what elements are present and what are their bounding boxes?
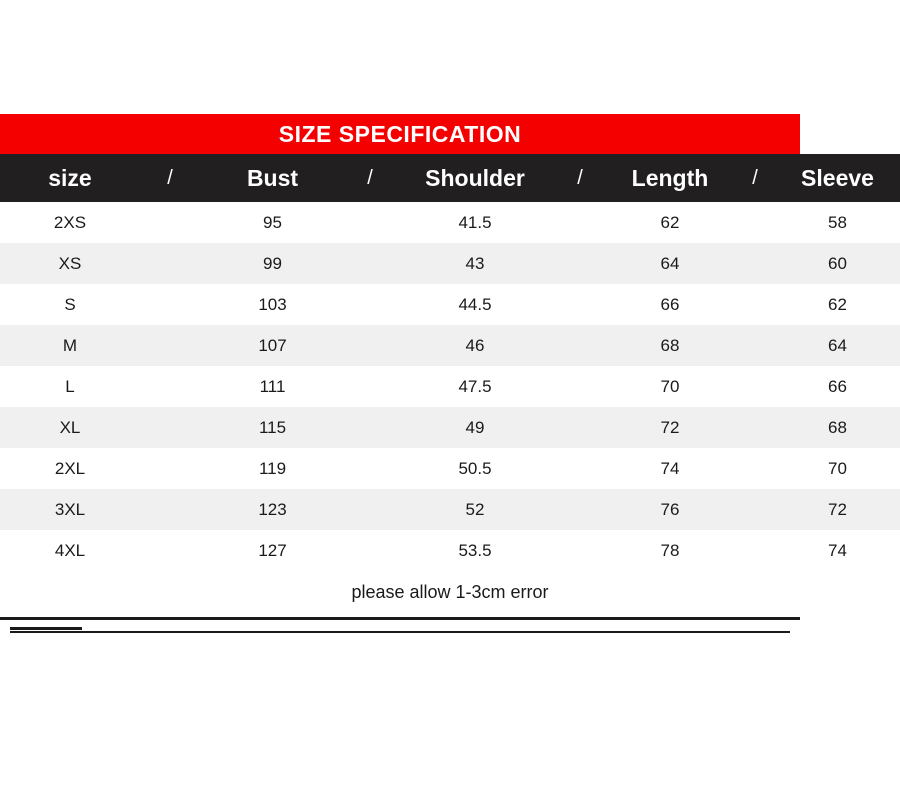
cell-separator — [345, 407, 395, 448]
cell-separator — [735, 202, 775, 243]
cell-separator — [140, 325, 200, 366]
cell-separator — [555, 325, 605, 366]
cell-shoulder: 52 — [395, 489, 555, 530]
cell-shoulder: 47.5 — [395, 366, 555, 407]
cell-separator — [345, 489, 395, 530]
cell-separator — [140, 243, 200, 284]
column-header-separator-1: / — [140, 154, 200, 202]
cell-separator — [735, 448, 775, 489]
cell-length: 76 — [605, 489, 735, 530]
column-header-size: size — [0, 154, 140, 202]
cell-sleeve: 68 — [775, 407, 900, 448]
cell-shoulder: 44.5 — [395, 284, 555, 325]
cell-separator — [555, 284, 605, 325]
cell-length: 74 — [605, 448, 735, 489]
cell-length: 66 — [605, 284, 735, 325]
cell-size: L — [0, 366, 140, 407]
cell-separator — [735, 325, 775, 366]
cell-sleeve: 70 — [775, 448, 900, 489]
column-header-shoulder: Shoulder — [395, 154, 555, 202]
cell-sleeve: 60 — [775, 243, 900, 284]
cell-length: 78 — [605, 530, 735, 571]
size-specification-banner — [0, 114, 800, 154]
cell-size: XS — [0, 243, 140, 284]
measurement-tolerance-note: please allow 1-3cm error — [0, 571, 900, 613]
cell-separator — [555, 448, 605, 489]
cell-separator — [735, 284, 775, 325]
cell-separator — [140, 407, 200, 448]
cell-separator — [140, 284, 200, 325]
table-note-row — [0, 571, 900, 613]
cell-separator — [735, 530, 775, 571]
cell-separator — [735, 366, 775, 407]
size-table-container — [0, 154, 874, 613]
cell-separator — [735, 407, 775, 448]
cell-separator — [555, 489, 605, 530]
cell-size: XL — [0, 407, 140, 448]
cell-separator — [735, 489, 775, 530]
cell-shoulder: 49 — [395, 407, 555, 448]
table-row — [0, 243, 900, 284]
cell-separator — [555, 530, 605, 571]
cell-separator — [140, 530, 200, 571]
column-header-separator-3: / — [555, 154, 605, 202]
table-row — [0, 407, 900, 448]
cell-bust: 119 — [200, 448, 345, 489]
size-specification-table — [0, 154, 900, 613]
cell-shoulder: 53.5 — [395, 530, 555, 571]
cell-separator — [345, 530, 395, 571]
cell-bust: 123 — [200, 489, 345, 530]
column-header-length: Length — [605, 154, 735, 202]
cell-separator — [555, 366, 605, 407]
cell-size: 3XL — [0, 489, 140, 530]
cell-shoulder: 50.5 — [395, 448, 555, 489]
cell-shoulder: 43 — [395, 243, 555, 284]
cell-size: M — [0, 325, 140, 366]
cell-shoulder: 46 — [395, 325, 555, 366]
cell-length: 62 — [605, 202, 735, 243]
cell-length: 70 — [605, 366, 735, 407]
cell-size: 2XL — [0, 448, 140, 489]
cell-separator — [735, 243, 775, 284]
cell-separator — [345, 448, 395, 489]
table-row — [0, 366, 900, 407]
cell-bust: 127 — [200, 530, 345, 571]
column-header-separator-2: / — [345, 154, 395, 202]
cell-bust: 115 — [200, 407, 345, 448]
table-row — [0, 284, 900, 325]
cell-separator — [140, 202, 200, 243]
divider-thick — [0, 617, 800, 620]
cell-shoulder: 41.5 — [395, 202, 555, 243]
cell-separator — [140, 366, 200, 407]
cell-separator — [140, 448, 200, 489]
cell-sleeve: 62 — [775, 284, 900, 325]
cell-bust: 107 — [200, 325, 345, 366]
cell-separator — [140, 489, 200, 530]
table-row — [0, 448, 900, 489]
cell-sleeve: 74 — [775, 530, 900, 571]
cell-separator — [555, 243, 605, 284]
cell-separator — [555, 407, 605, 448]
cell-bust: 99 — [200, 243, 345, 284]
column-header-sleeve: Sleeve — [775, 154, 900, 202]
cell-separator — [555, 202, 605, 243]
cell-separator — [345, 366, 395, 407]
cell-size: 2XS — [0, 202, 140, 243]
cell-separator — [345, 243, 395, 284]
table-header-row — [0, 154, 900, 202]
cell-separator — [345, 202, 395, 243]
cell-size: S — [0, 284, 140, 325]
table-row — [0, 489, 900, 530]
cell-bust: 95 — [200, 202, 345, 243]
cell-size: 4XL — [0, 530, 140, 571]
cell-length: 64 — [605, 243, 735, 284]
column-header-separator-4: / — [735, 154, 775, 202]
page-title: SIZE SPECIFICATION — [278, 121, 522, 147]
table-row — [0, 202, 900, 243]
cell-separator — [345, 284, 395, 325]
cell-bust: 103 — [200, 284, 345, 325]
column-header-bust: Bust — [200, 154, 345, 202]
cell-separator — [345, 325, 395, 366]
table-row — [0, 530, 900, 571]
cell-length: 68 — [605, 325, 735, 366]
cell-sleeve: 58 — [775, 202, 900, 243]
cell-bust: 111 — [200, 366, 345, 407]
divider-thin — [10, 631, 790, 633]
divider-stub — [10, 627, 82, 630]
cell-sleeve: 66 — [775, 366, 900, 407]
table-row — [0, 325, 900, 366]
cell-length: 72 — [605, 407, 735, 448]
cell-sleeve: 64 — [775, 325, 900, 366]
cell-sleeve: 72 — [775, 489, 900, 530]
